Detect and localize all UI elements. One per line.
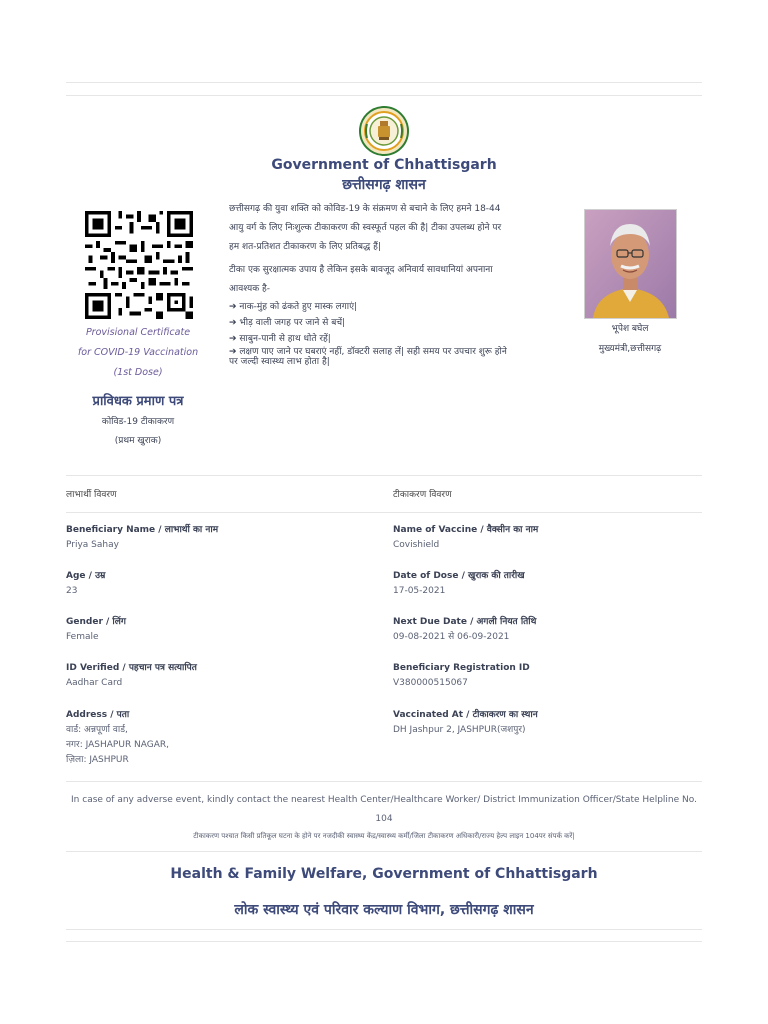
age-value: 23 [66, 586, 78, 596]
gender-label: Gender / लिंग [66, 617, 126, 627]
precaution-item-continued: पर जल्दी स्वास्थ्य लाभ होता है| [229, 357, 330, 367]
message-line: छत्तीसगढ़ की युवा शक्ति को कोविड-19 के संक्रमण से बचाने के लिए हमने 18-44 [229, 204, 501, 214]
chhattisgarh-state-emblem-icon [359, 106, 409, 156]
dose-date-value: 17-05-2021 [393, 586, 446, 596]
next-due-label: Next Due Date / अगली नियत तिथि [393, 617, 537, 627]
beneficiary-name-label: Beneficiary Name / लाभार्थी का नाम [66, 525, 219, 535]
id-verified-value: Aadhar Card [66, 678, 123, 688]
address-line-ward: वार्ड: अन्नपूर्णा वार्ड, [66, 725, 128, 735]
message-line: टीका एक सुरक्षात्मक उपाय है लेकिन इसके बावजूद अनिवार्य सावधानियां अपनाना [229, 265, 493, 275]
footer-divider-2 [66, 851, 702, 852]
prov-line-1: Provisional Certificate [85, 327, 191, 338]
prov-hindi-line-1: कोविड-19 टीकाकरण [101, 417, 175, 427]
vaccination-section-label: टीकाकरण विवरण [393, 490, 452, 500]
helpline-number: 104 [375, 814, 393, 824]
dose-date-label: Date of Dose / खुराक की तारीख [393, 571, 525, 581]
vaccinated-at-value: DH Jashpur 2, JASHPUR(जशपुर) [393, 725, 526, 735]
age-field [66, 569, 366, 599]
vaccine-name-value: Covishield [393, 540, 440, 550]
gender-field [66, 615, 366, 645]
provisional-certificate-caption [70, 323, 206, 383]
department-name-english: Health & Family Welfare, Government of Chhattisgarh [170, 866, 598, 882]
details-header-divider [66, 512, 702, 513]
prov-hindi-line-2: (प्रथम खुराक) [114, 436, 162, 446]
address-line-city: नगर: JASHAPUR NAGAR, [66, 740, 170, 750]
qr-code-icon [85, 211, 193, 319]
precaution-item: ➔ साबुन-पानी से हाथ धोते रहें| [229, 334, 331, 344]
chief-minister-photo-icon [584, 209, 677, 319]
age-label: Age / उम्र [66, 571, 106, 581]
message-line: आयु वर्ग के लिए निःशुल्क टीकाकरण की स्वस्फूर्त पहल की है| टीका उपलब्ध होने पर [229, 223, 502, 233]
beneficiary-name-field [66, 523, 366, 553]
cm-title: मुख्यमंत्री,छत्तीसगढ़ [598, 344, 662, 354]
vaccinated-at-field [393, 708, 693, 738]
bottom-divider-2 [66, 941, 702, 942]
address-line-district: ज़िला: JASHPUR [66, 755, 129, 765]
adverse-event-notice: In case of any adverse event, kindly contact the nearest Health Center/Healthcare Worker/ District Immunization Officer/State Helpline No. [71, 795, 697, 805]
id-verified-label: ID Verified / पहचान पत्र सत्यापित [66, 663, 197, 673]
government-title-hindi: छत्तीसगढ़ शासन [342, 177, 426, 193]
address-field [66, 708, 366, 768]
dose-date-field [393, 569, 693, 599]
message-line: हम शत-प्रतिशत टीकाकरण के लिए प्रतिबद्ध हैं| [229, 242, 381, 252]
precaution-item: ➔ नाक-मुंह को ढंकते हुए मास्क लगाएं| [229, 302, 358, 312]
vaccinated-at-label: Vaccinated At / टीकाकरण का स्थान [393, 710, 538, 720]
address-label: Address / पता [66, 710, 130, 720]
government-title-english: Government of Chhattisgarh [271, 157, 497, 173]
prov-line-3: (1st Dose) [113, 367, 163, 378]
message-line: आवश्यक है- [229, 284, 271, 294]
registration-id-field [393, 661, 693, 691]
precaution-item: ➔ लक्षण पाए जाने पर घबराएं नहीं, डॉक्टरी सलाह लें| सही समय पर उपचार शुरू होने [229, 347, 507, 357]
vaccine-name-label: Name of Vaccine / वैक्सीन का नाम [393, 525, 539, 535]
top-divider-2 [66, 95, 702, 96]
prov-hindi-title: प्राविधक प्रमाण पत्र [92, 394, 184, 409]
vaccine-name-field [393, 523, 693, 553]
next-due-value: 09-08-2021 से 06-09-2021 [393, 632, 510, 642]
gender-value: Female [66, 632, 99, 642]
cm-name: भूपेश बघेल [611, 324, 649, 334]
id-verified-field [66, 661, 366, 691]
beneficiary-section-label: लाभार्थी विवरण [66, 490, 117, 500]
registration-id-label: Beneficiary Registration ID [393, 663, 530, 673]
precaution-item: ➔ भीड़ वाली जगह पर जाने से बचें| [229, 318, 346, 328]
top-divider [66, 82, 702, 83]
details-top-divider [66, 475, 702, 476]
footer-divider [66, 781, 702, 782]
adverse-event-notice-hindi: टीकाकरण पश्चात किसी प्रतिकूल घटना के होने पर नजदीकी स्वास्थ्य केंद्र/स्वास्थ्य कर्मी/जिला टीकाकरण अधिकारी/राज्य हेल्प लाइन 104पर संपर्क करें| [193, 832, 575, 840]
beneficiary-name-value: Priya Sahay [66, 540, 119, 550]
department-name-hindi: लोक स्वास्थ्य एवं परिवार कल्याण विभाग, छत्तीसगढ़ शासन [234, 902, 534, 918]
bottom-divider [66, 929, 702, 930]
registration-id-value: V380000515067 [393, 678, 468, 688]
prov-line-2: for COVID-19 Vaccination [77, 347, 199, 358]
next-due-field [393, 615, 693, 645]
cm-message [229, 200, 531, 367]
